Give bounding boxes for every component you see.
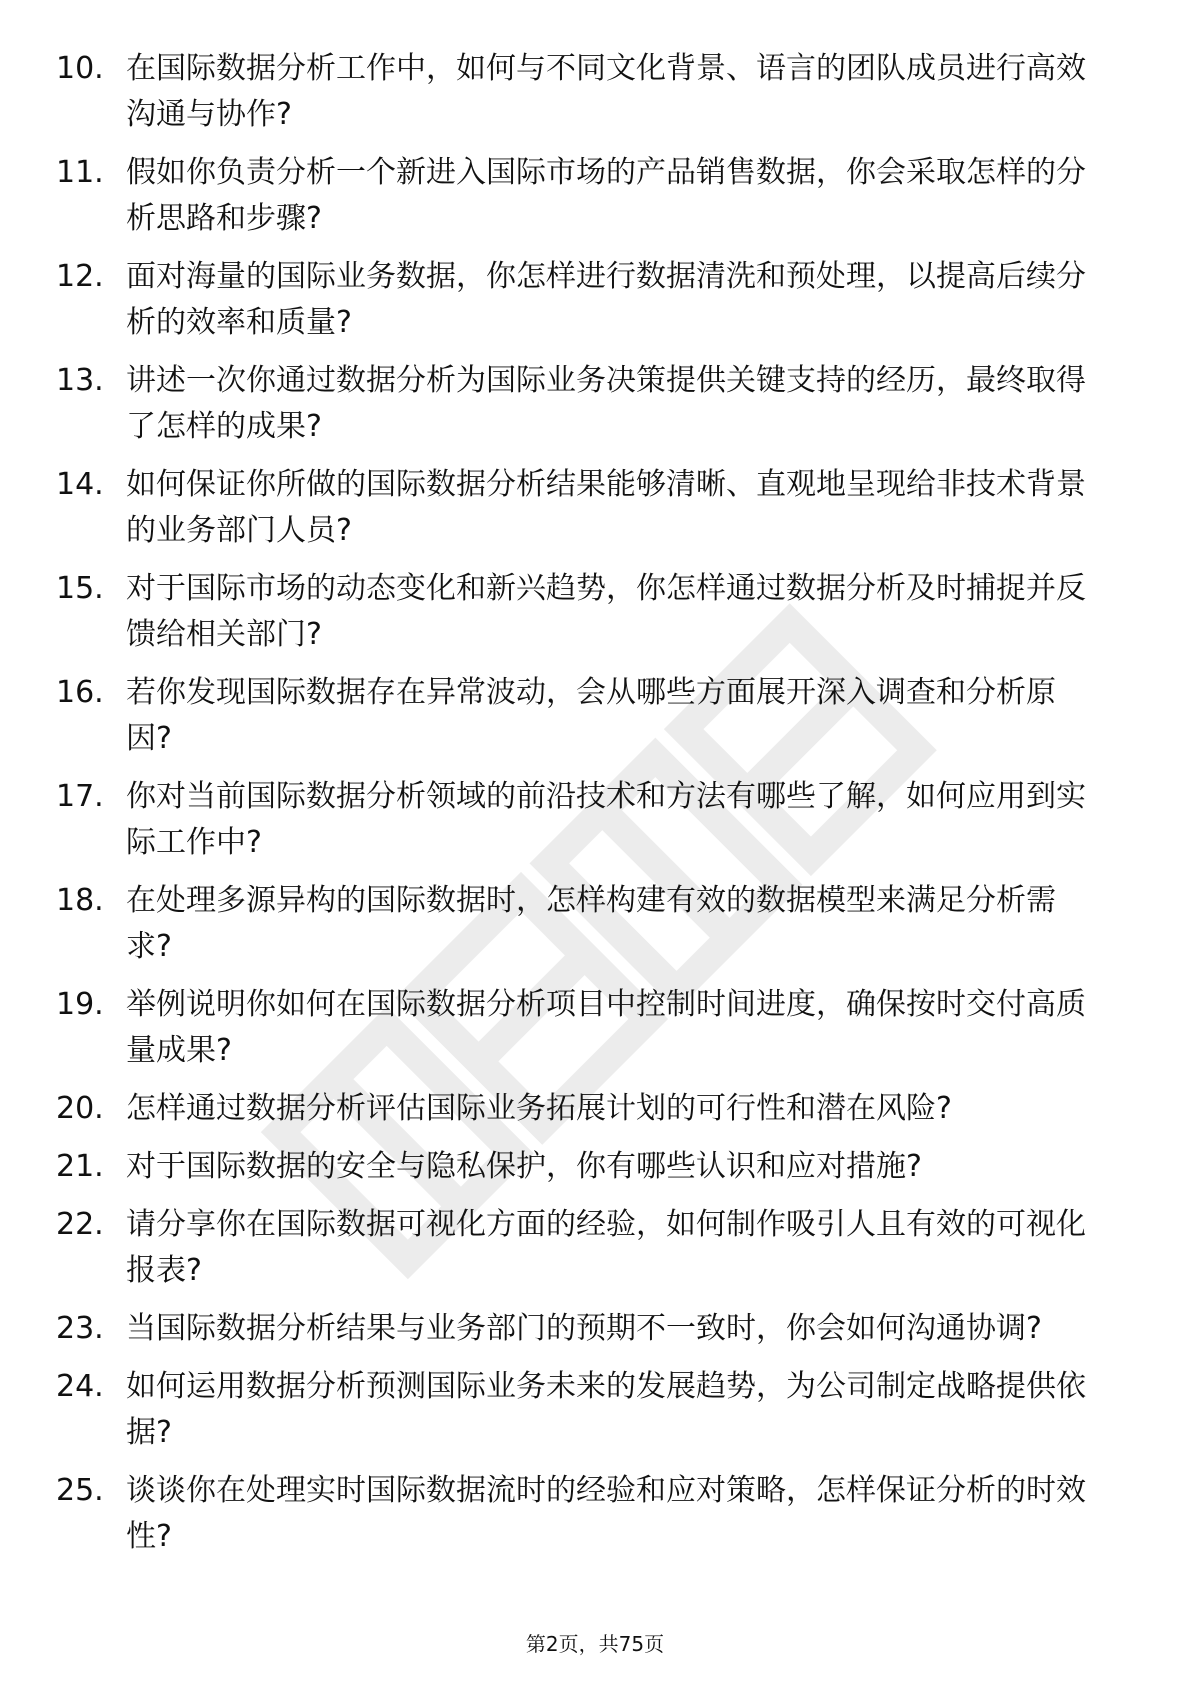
question-text: 当国际数据分析结果与业务部门的预期不一致时，你会如何沟通协调? bbox=[126, 1311, 1042, 1346]
page-number: 第2页，共75页 bbox=[525, 1632, 665, 1656]
question-item bbox=[56, 670, 1136, 762]
question-text: 如何运用数据分析预测国际业务未来的发展趋势，为公司制定战略提供依据? bbox=[126, 1369, 1086, 1450]
question-number: 12. bbox=[56, 259, 104, 294]
question-text: 举例说明你如何在国际数据分析项目中控制时间进度，确保按时交付高质量成果? bbox=[126, 987, 1086, 1068]
question-number: 24. bbox=[56, 1369, 104, 1404]
question-text: 面对海量的国际业务数据，你怎样进行数据清洗和预处理，以提高后续分析的效率和质量? bbox=[126, 259, 1086, 340]
question-item bbox=[56, 462, 1136, 554]
question-item bbox=[56, 774, 1136, 866]
question-number: 17. bbox=[56, 779, 104, 814]
question-text: 假如你负责分析一个新进入国际市场的产品销售数据，你会采取怎样的分析思路和步骤? bbox=[126, 155, 1086, 236]
question-number: 10. bbox=[56, 51, 104, 86]
question-text: 你对当前国际数据分析领域的前沿技术和方法有哪些了解，如何应用到实际工作中? bbox=[126, 779, 1086, 860]
question-text: 谈谈你在处理实时国际数据流时的经验和应对策略，怎样保证分析的时效性? bbox=[126, 1473, 1086, 1554]
question-text: 在处理多源异构的国际数据时，怎样构建有效的数据模型来满足分析需求? bbox=[126, 883, 1056, 964]
question-text: 如何保证你所做的国际数据分析结果能够清晰、直观地呈现给非技术背景的业务部门人员? bbox=[126, 467, 1086, 548]
question-number: 21. bbox=[56, 1149, 104, 1184]
question-text: 请分享你在国际数据可视化方面的经验，如何制作吸引人且有效的可视化报表? bbox=[126, 1207, 1086, 1288]
question-number: 22. bbox=[56, 1207, 104, 1242]
question-item bbox=[56, 254, 1136, 346]
question-text: 对于国际数据的安全与隐私保护，你有哪些认识和应对措施? bbox=[126, 1149, 922, 1184]
question-number: 20. bbox=[56, 1091, 104, 1126]
question-number: 18. bbox=[56, 883, 104, 918]
question-item bbox=[56, 150, 1136, 242]
question-text: 怎样通过数据分析评估国际业务拓展计划的可行性和潜在风险? bbox=[126, 1091, 952, 1126]
question-text: 在国际数据分析工作中，如何与不同文化背景、语言的团队成员进行高效沟通与协作? bbox=[126, 51, 1086, 132]
question-number: 23. bbox=[56, 1311, 104, 1346]
question-text: 若你发现国际数据存在异常波动，会从哪些方面展开深入调查和分析原因? bbox=[126, 675, 1056, 756]
question-number: 15. bbox=[56, 571, 104, 606]
question-item bbox=[56, 566, 1136, 658]
question-item bbox=[56, 1306, 1136, 1352]
question-number: 16. bbox=[56, 675, 104, 710]
question-item bbox=[56, 878, 1136, 970]
question-number: 19. bbox=[56, 987, 104, 1022]
question-item bbox=[56, 1468, 1136, 1560]
question-text: 对于国际市场的动态变化和新兴趋势，你怎样通过数据分析及时捕捉并反馈给相关部门? bbox=[126, 571, 1086, 652]
question-text: 讲述一次你通过数据分析为国际业务决策提供关键支持的经历，最终取得了怎样的成果? bbox=[126, 363, 1086, 444]
question-number: 25. bbox=[56, 1473, 104, 1508]
question-number: 13. bbox=[56, 363, 104, 398]
question-number: 11. bbox=[56, 155, 104, 190]
question-item bbox=[56, 1364, 1136, 1456]
question-number: 14. bbox=[56, 467, 104, 502]
question-item bbox=[56, 46, 1136, 138]
question-item bbox=[56, 982, 1136, 1074]
question-item bbox=[56, 1202, 1136, 1294]
question-item bbox=[56, 358, 1136, 450]
question-item bbox=[56, 1144, 1136, 1190]
question-item bbox=[56, 1086, 1136, 1132]
question-list bbox=[56, 46, 1136, 1572]
